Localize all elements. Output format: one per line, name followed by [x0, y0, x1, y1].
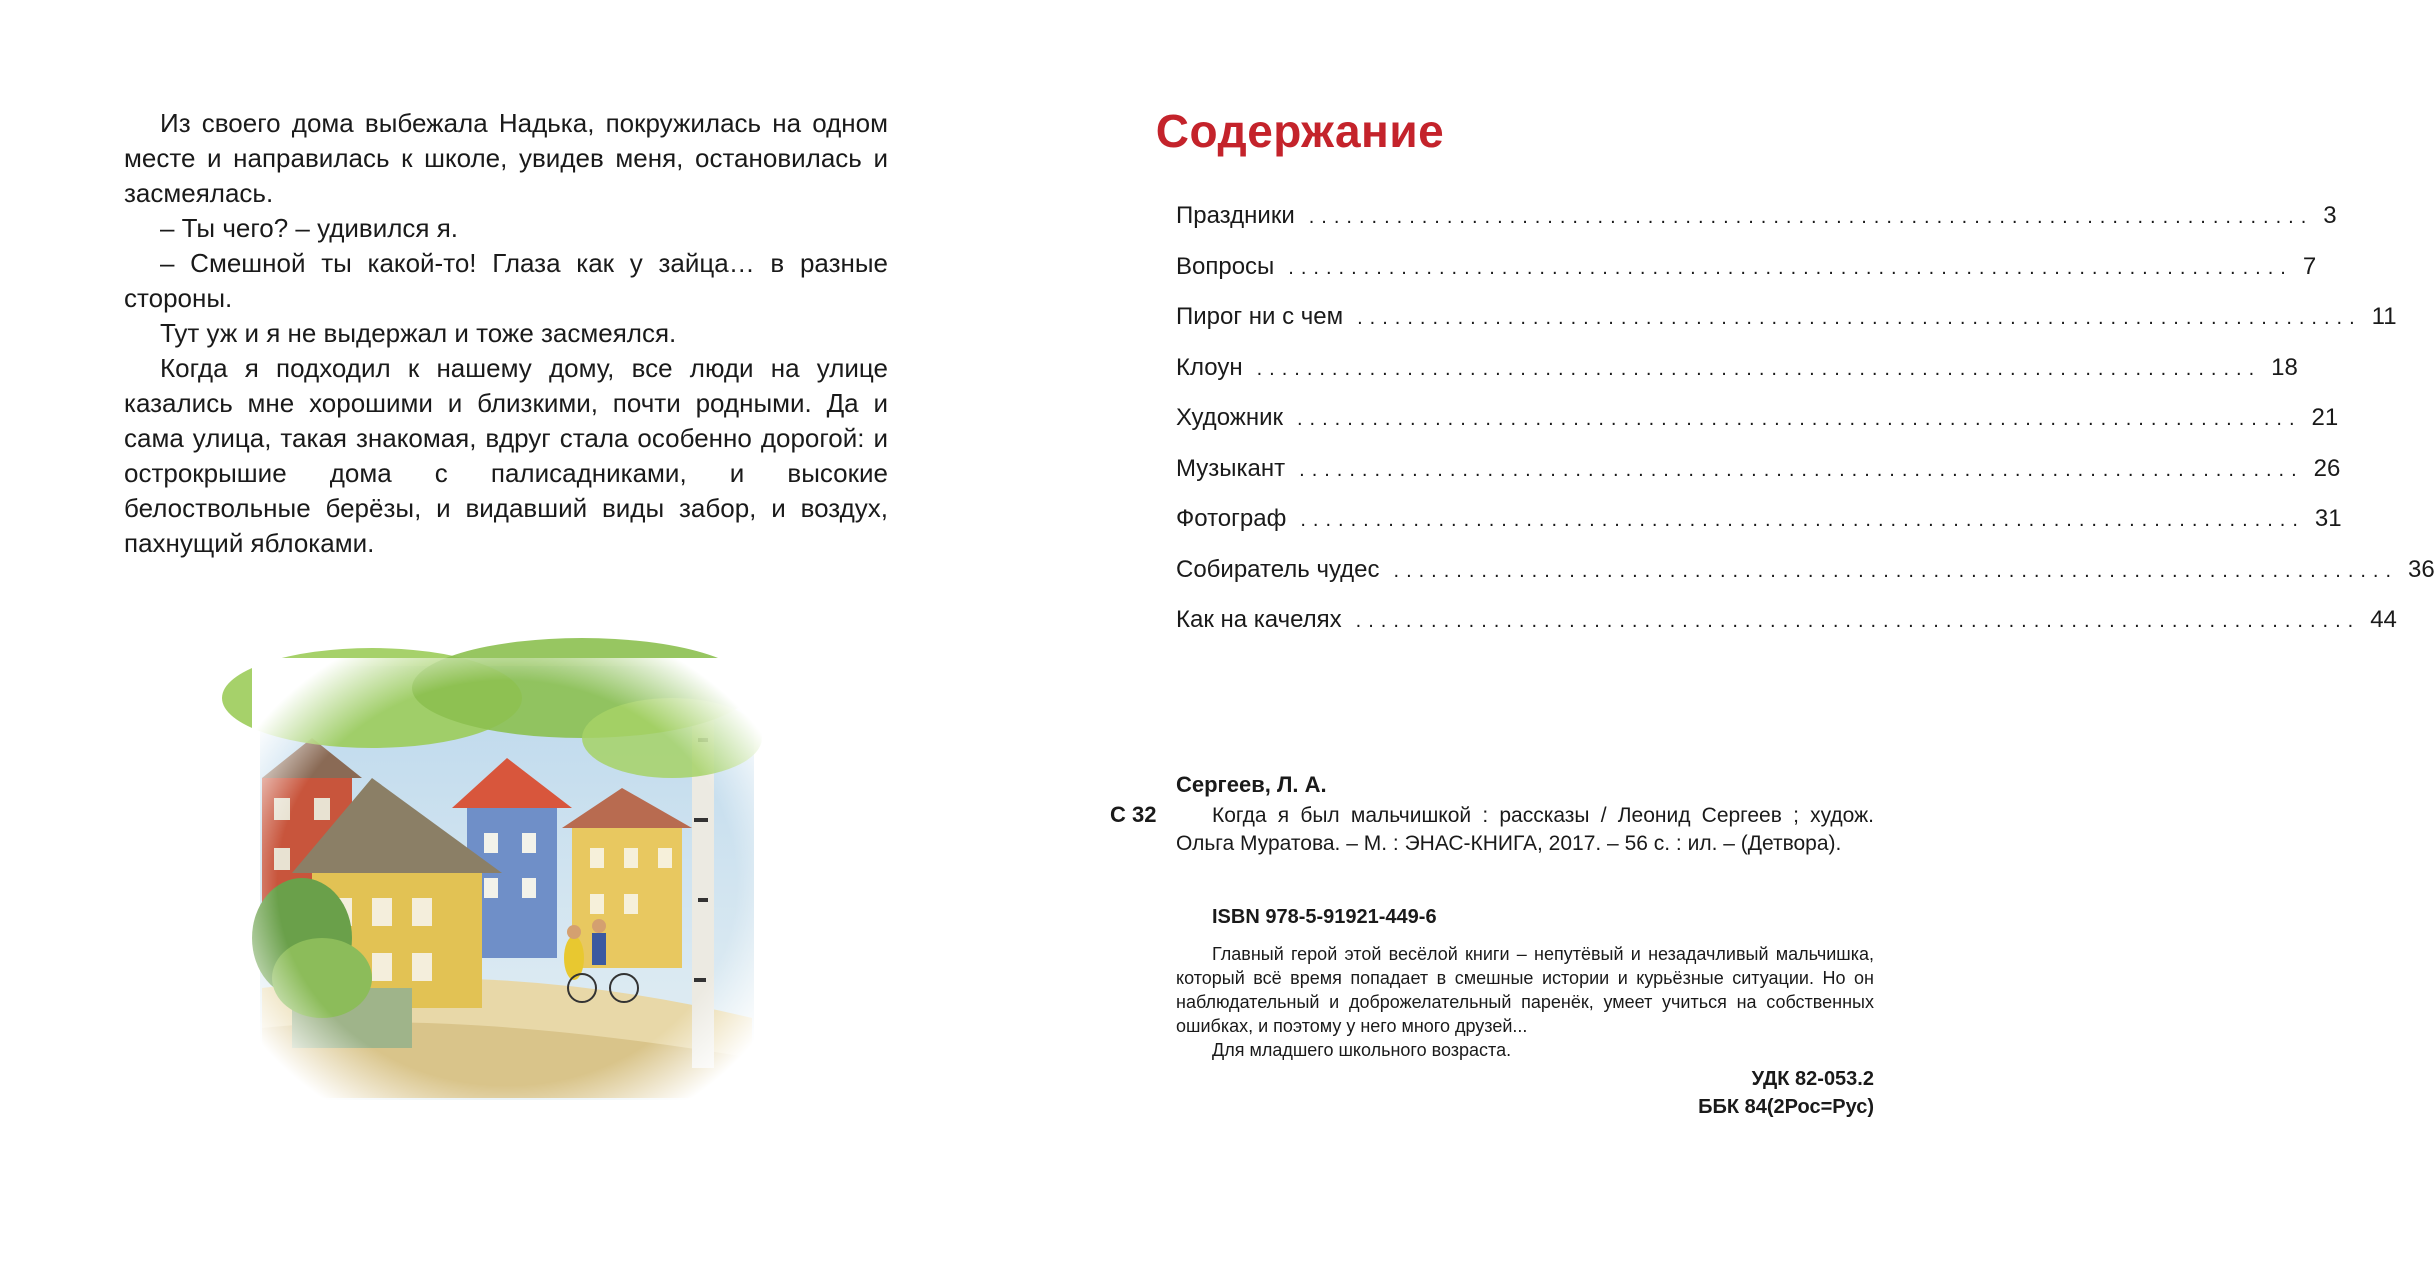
toc-item-page: 36 [2408, 555, 2435, 583]
toc-leader-dots: ................................................................................ [1256, 357, 2262, 380]
story-paragraph: Когда я подходил к нашему дому, все люди на улице казались мне хорошими и близкими, почти родными. Да и сама улица, такая знакомая, вдруг стала особенно дорогой: и острокрышие дома с палисадниками, и высокие белоствольные берёзы, и видавший виды забор, и воздух, пахнущий яблоками. [124, 353, 888, 558]
catalog-description [1176, 802, 1874, 858]
toc-item-page: 11 [2371, 303, 2397, 330]
toc-item-label: Музыкант [1176, 454, 1286, 482]
toc-item[interactable] [1176, 353, 2298, 405]
catalog-udk: УДК 82-053.2 [1751, 1068, 1874, 1090]
toc-item[interactable] [1176, 303, 2397, 354]
left-page [0, 0, 992, 1270]
toc-item-page: 21 [2311, 404, 2339, 431]
toc-item[interactable] [1176, 454, 2341, 506]
toc-item[interactable] [1176, 404, 2339, 455]
toc-item-label: Собиратель чудес [1176, 555, 1380, 583]
toc-item-page: 26 [2313, 454, 2341, 482]
toc-item[interactable] [1176, 252, 2317, 304]
toc-item-page: 7 [2302, 252, 2317, 280]
toc-item-label: Художник [1176, 404, 1283, 431]
toc-leader-dots: ................................................................................ [1308, 206, 2314, 228]
toc-item-label: Вопросы [1176, 252, 1275, 280]
story-text [124, 106, 888, 561]
toc-leader-dots: ................................................................................ [1357, 307, 2362, 329]
toc-item[interactable] [1176, 505, 2342, 556]
toc-item-page: 31 [2314, 505, 2342, 532]
toc-item-label: Как на качелях [1176, 606, 1342, 633]
street-illustration [252, 658, 762, 1108]
toc-leader-dots: ................................................................................ [1300, 509, 2305, 531]
toc-leader-dots: ................................................................................ [1393, 559, 2399, 582]
toc-item[interactable] [1176, 606, 2397, 657]
street-illustration-drawing [252, 658, 762, 1108]
catalog-code: С 32 [1110, 802, 1157, 827]
story-paragraph: Тут уж и я не выдержал и тоже засмеялся. [160, 318, 677, 348]
toc-item-label: Праздники [1176, 202, 1295, 229]
toc-item-label: Клоун [1176, 353, 1243, 381]
toc-leader-dots: ................................................................................ [1299, 458, 2304, 481]
catalog-annotation [1176, 942, 1874, 1062]
catalog-description-text: Когда я был мальчишкой : рассказы / Леонид Сергеев ; худож. Ольга Муратова. – М. : ЭНАС-КНИГА, 2017. – 56 с. : ил. – (Детвора). [1176, 804, 1874, 855]
toc-leader-dots: ................................................................................ [1288, 256, 2293, 279]
story-paragraph: – Ты чего? – удивился я. [160, 213, 459, 243]
toc-title: Содержание [1155, 105, 1445, 157]
toc-leader-dots: ................................................................................ [1296, 408, 2302, 430]
story-paragraph: Из своего дома выбежала Надька, покружилась на одном месте и направилась к школе, увидев меня, остановилась и засмеялась. [124, 108, 888, 208]
catalog-annotation-text: Главный герой этой весёлой книги – непутёвый и незадачливый мальчишка, который всё время попадает в смешные истории и курьёзные ситуации. Но он наблюдательный и доброжелательный паренёк, умеет учиться на собственных ошибках, и поэтому у него много друзей... [1176, 944, 1874, 1036]
toc-item-page: 18 [2271, 353, 2298, 381]
toc-leader-dots: ................................................................................ [1355, 610, 2361, 632]
catalog-age: Для младшего школьного возраста. [1212, 1040, 1512, 1060]
toc-item-label: Фотограф [1176, 505, 1287, 532]
toc-item-page: 44 [2370, 606, 2397, 633]
toc-item-label: Пирог ни с чем [1176, 303, 1344, 330]
toc-item-page: 3 [2323, 202, 2337, 229]
story-paragraph: – Смешной ты какой-то! Глаза как у зайца… в разные стороны. [124, 248, 888, 313]
catalog-author: Сергеев, Л. А. [1176, 772, 1327, 797]
toc-item[interactable] [1176, 555, 2435, 607]
toc-item[interactable] [1176, 202, 2337, 253]
table-of-contents [1176, 202, 2435, 657]
catalog-isbn: ISBN 978-5-91921-449-6 [1212, 906, 1437, 928]
catalog-bbk: ББК 84(2Рос=Рус) [1698, 1096, 1874, 1118]
